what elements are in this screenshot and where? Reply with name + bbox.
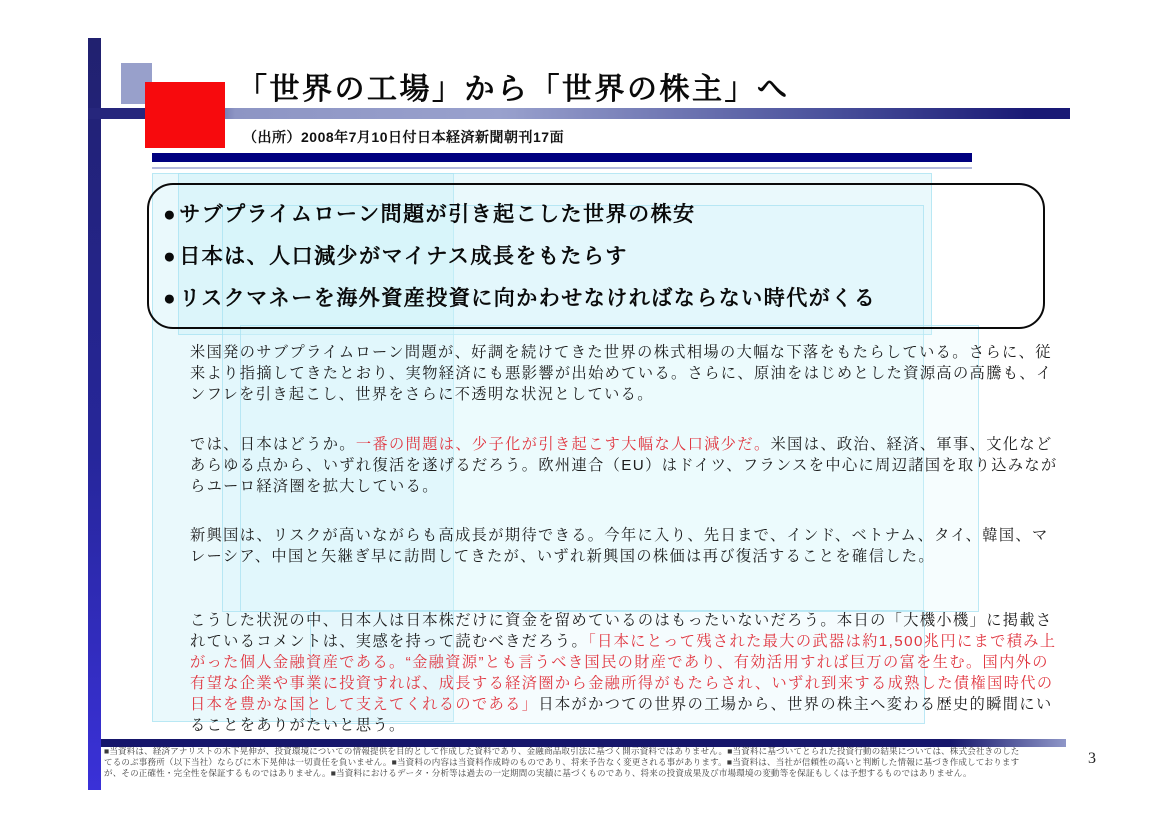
source-citation: （出所）2008年7月10日付日本経済新聞朝刊17面	[243, 129, 565, 145]
bullet-icon: ●	[163, 287, 178, 310]
paragraph-text: 米国は、政治、経済、軍事、文化などあらゆる点から、いずれ復活を遂げるだろう。欧州連合（EU）はドイツ、フランスを中心に周辺諸国を取り込みながらユーロ経済圏を拡大している。	[190, 436, 1058, 495]
divider-thin	[152, 167, 972, 169]
paragraph-text: 新興国は、リスクが高いながらも高成長が期待できる。今年に入り、先日まで、インド、ベトナム、タイ、韓国、マレーシア、中国と矢継ぎ早に訪問してきたが、いずれ新興国の株価は再び復活することを確信した。	[190, 527, 1049, 565]
paragraph-text: 米国発のサブプライムローン問題が、好調を続けてきた世界の株式相場の大幅な下落をもたらしている。さらに、従来より指摘してきたとおり、実物経済にも悪影響が出始めている。さらに、原油をはじめとした資源高の高騰も、インフレを引き起こし、世界をさらに不透明な状況としている。	[190, 344, 1053, 403]
paragraph-text-highlight: 「日本にとって残された最大の武器は約1,500兆円にまで積み上がった個人金融資産である。“金融資源”とも言うべき国民の財産であり、有効活用すれば巨万の富を生む。国内外の有望な企業や事業に投資すれば、成長する経済圏から金融所得がもたらされ、いずれ到来する成熟した債権国時代の日本を豊かな国として支えてくれるのである」	[190, 633, 1057, 713]
slide-title: 「世界の工場」から「世界の株主」へ	[237, 73, 790, 106]
bullet-icon: ●	[163, 203, 178, 226]
bullet-text: サブプライムローン問題が引き起こした世界の株安	[179, 203, 696, 226]
paragraph-text: 日本がかつての世界の工場から、世界の株主へ変わる歴史的瞬間にいることをありがたいと思う。	[190, 696, 1053, 734]
title-underline-bar	[88, 108, 1070, 119]
disclaimer-line: ■当資料は、経済アナリストの木下晃伸が、投資環境についての情報提供を目的として作成した資料であり、金融商品取引法に基づく開示資料ではありません。■当資料に基づいてとられた投資行動の結果については、株式会社きのした	[104, 746, 1020, 756]
paragraph-text-highlight: 一番の問題は、少子化が引き起こす大幅な人口減少だ。	[355, 436, 771, 453]
disclaimer-text	[104, 746, 1019, 779]
paragraph-4	[190, 610, 1058, 736]
paragraph-text: では、日本はどうか。	[190, 436, 356, 453]
page-number: 3	[1088, 750, 1096, 767]
paragraph-2	[190, 434, 1058, 497]
paragraph-text: こうした状況の中、日本人は日本株だけに資金を留めているのはもったいないだろう。本日の「大機小機」に掲載されているコメントは、実感を持って読むべきだろう。	[190, 612, 1053, 650]
paragraph-1	[190, 342, 1058, 405]
bullet-icon: ●	[163, 245, 178, 268]
bullet-item-3	[163, 282, 876, 312]
paragraph-3	[190, 525, 1058, 567]
bullet-text: 日本は、人口減少がマイナス成長をもたらす	[179, 245, 628, 268]
left-accent-bar	[88, 38, 101, 790]
disclaimer-line: が、その正確性・完全性を保証するものではありません。■当資料におけるデータ・分析等は過去の一定期間の実績に基づくものであり、将来の投資成果及び市場環境の変動等を保証もしくは予想するものではありません。	[104, 768, 972, 778]
bullet-item-1	[163, 198, 696, 228]
bullet-text: リスクマネーを海外資産投資に向かわせなければならない時代がくる	[179, 287, 877, 310]
divider-navy	[152, 153, 972, 162]
red-square-decoration	[145, 82, 225, 148]
bullet-item-2	[163, 240, 628, 270]
disclaimer-line: てるのぶ事務所（以下当社）ならびに木下晃伸は一切責任を負いません。■当資料の内容は当資料作成時のものであり、将来予告なく変更される事があります。■当資料は、当社が信頼性の高いと判断した情報に基づき作成しております	[104, 757, 1020, 767]
